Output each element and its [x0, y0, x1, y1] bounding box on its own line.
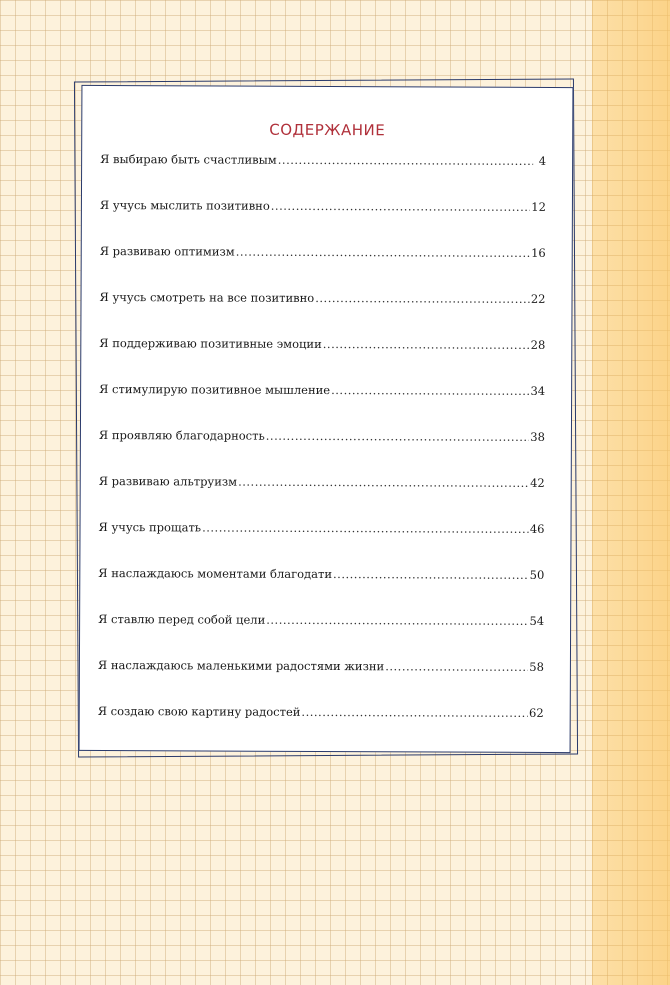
toc-item-label: Я наслаждаюсь маленькими радостями жизни [97, 658, 385, 674]
toc-item-page: 22 [530, 291, 546, 306]
toc-leader-dots [266, 429, 530, 444]
toc-item-label: Я ставлю перед собой цели [98, 612, 266, 627]
toc-item[interactable] [98, 566, 544, 614]
contents-card [79, 85, 574, 753]
toc-item-page: 46 [529, 521, 545, 536]
toc-item[interactable] [98, 704, 544, 752]
toc-item[interactable] [99, 382, 545, 430]
toc-item-page: 28 [530, 337, 546, 352]
toc-leader-dots [236, 245, 530, 260]
toc-item-label: Я стимулирую позитивное мышление [99, 382, 331, 398]
toc-item[interactable] [98, 520, 544, 568]
toc-item-label: Я учусь мыслить позитивно [99, 198, 270, 213]
page-edge-strip [592, 0, 670, 985]
toc-item-page: 62 [529, 705, 544, 720]
toc-leader-dots [202, 520, 529, 535]
contents-title: СОДЕРЖАНИЕ [269, 120, 386, 140]
toc-leader-dots [238, 475, 529, 490]
toc-leader-dots [315, 291, 530, 306]
toc-item[interactable] [100, 152, 546, 200]
toc-item-page: 34 [530, 383, 546, 398]
toc-leader-dots [333, 567, 529, 582]
toc-item-label: Я учусь прощать [98, 520, 202, 535]
toc-item-label: Я поддерживаю позитивные эмоции [99, 336, 322, 351]
toc-item-page: 4 [538, 153, 547, 168]
toc-leader-dots [271, 199, 531, 214]
toc-item[interactable] [99, 290, 545, 338]
toc-item[interactable] [99, 474, 545, 522]
table-of-contents [98, 152, 547, 752]
toc-item[interactable] [98, 612, 544, 660]
toc-item-label: Я выбираю быть счастливым [100, 152, 277, 167]
toc-item-page: 12 [531, 199, 546, 214]
toc-item-label: Я наслаждаюсь моментами благодати [98, 566, 333, 582]
toc-item-page: 50 [529, 567, 545, 582]
toc-leader-dots [266, 613, 528, 628]
toc-item-label: Я развиваю оптимизм [99, 244, 235, 259]
toc-item[interactable] [100, 198, 546, 246]
toc-item-page: 16 [531, 245, 546, 260]
toc-item[interactable] [99, 428, 545, 476]
toc-leader-dots [331, 383, 529, 398]
toc-item[interactable] [99, 336, 545, 384]
toc-item-page: 42 [530, 475, 545, 490]
toc-item-page: 38 [530, 429, 545, 444]
toc-item[interactable] [100, 244, 546, 292]
toc-item-label: Я учусь смотреть на все позитивно [99, 290, 315, 305]
toc-leader-dots [323, 337, 530, 352]
toc-item-page: 54 [529, 613, 545, 628]
toc-item-label: Я проявляю благодарность [98, 428, 265, 443]
toc-leader-dots [278, 153, 533, 168]
toc-item-page: 58 [529, 659, 544, 674]
toc-item-label: Я создаю свою картину радостей [97, 704, 301, 719]
toc-leader-dots [301, 705, 528, 720]
toc-leader-dots [385, 659, 528, 674]
toc-item[interactable] [98, 658, 544, 706]
toc-item-label: Я развиваю альтруизм [98, 474, 238, 489]
